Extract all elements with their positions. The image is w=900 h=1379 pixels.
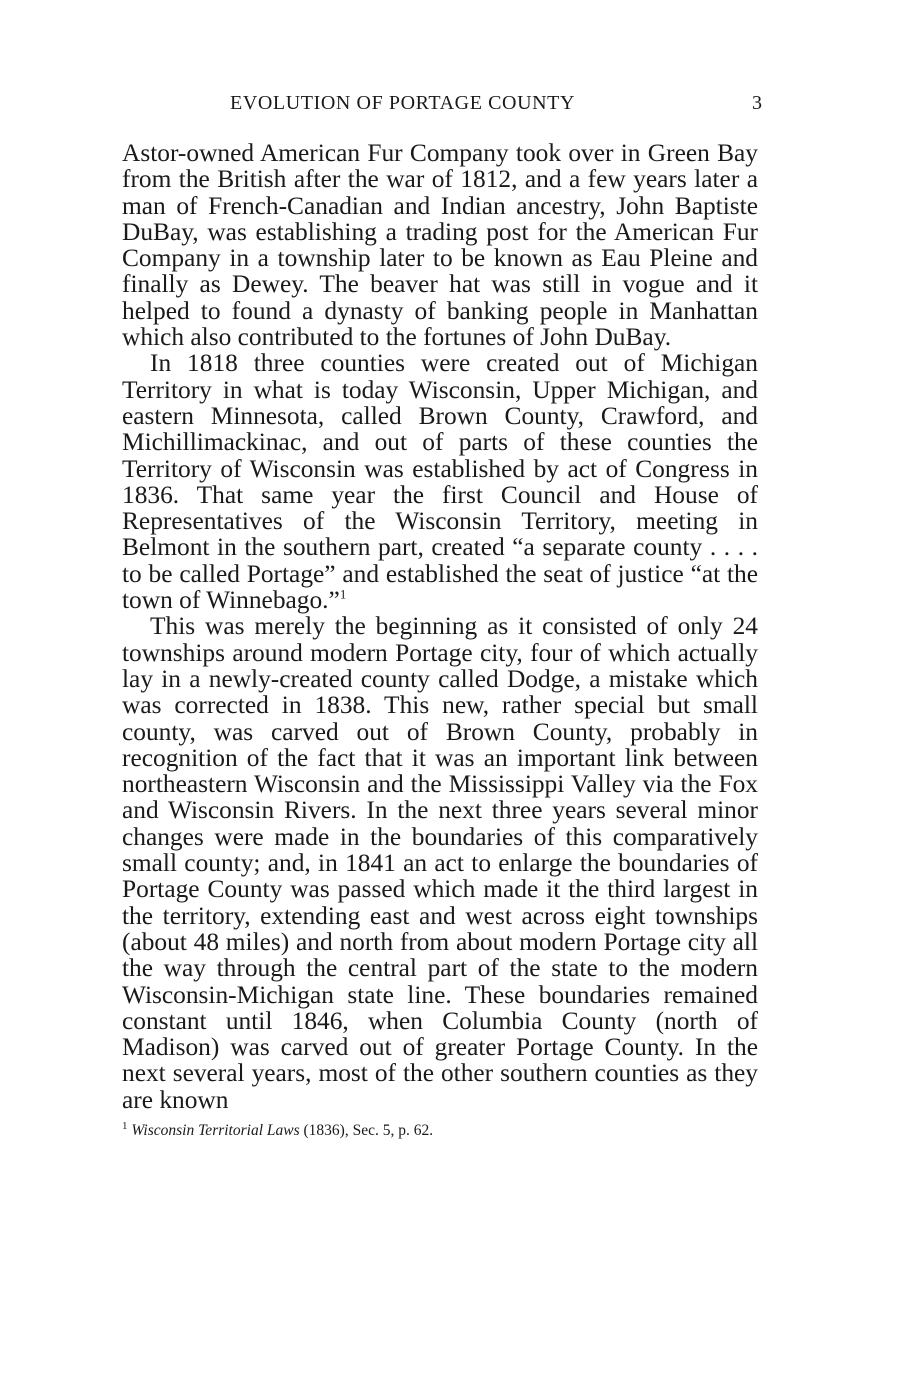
footnote-reference: 1 [339, 586, 347, 602]
paragraph-3: This was merely the beginning as it consisted of only 24 townships around modern Portage city, four of which actually lay in a newly-created county called Dodge, a mistake which was corrected in 1838. This new, rather special but small county, was carved out of Brown County, probably in recognition of the fact that it was an important link between northeastern Wisconsin and the Mississippi Valley via the Fox and Wisconsin Rivers. In the next three years several minor changes were made in the boundaries of this comparatively small county; and, in 1841 an act to enlarge the boundaries of Portage County was passed which made it the third largest in the territory, extending east and west across eight townships (about 48 miles) and north from about modern Portage city all the way through the central part of the state to the modern Wisconsin-Michigan state line. These boundaries remained constant until 1846, when Columbia County (north of Madison) was carved out of greater Portage County. In the next several years, most of the other southern counties as they are known [122, 612, 758, 1114]
paragraph-2 [122, 350, 758, 613]
paragraph-1: Astor-owned American Fur Company took over in Green Bay from the British after the war of 1812, and a few years later a man of French-Canadian and Indian ancestry, John Baptiste DuBay, was establishing a trading post for the American Fur Company in a township later to be known as Eau Pleine and finally as Dewey. The beaver hat was still in vogue and it helped to found a dynasty of banking people in Manhattan which also contributed to the fortunes of John DuBay. [122, 139, 758, 352]
running-head [122, 88, 762, 122]
paragraph-2-text: In 1818 three counties were created out of Michigan Territory in what is today Wisconsin, Upper Michigan, and eastern Minnesota, called Brown County, Crawford, and Michillimackinac, and out of parts of these counties the Territory of Wisconsin was established by act of Congress in 1836. That same year the first Council and House of Representatives of the Wisconsin Territory, meeting in Belmont in the southern part, created “a separate county . . . . to be called Portage” and established the seat of justice “at the town of Winnebago.” [122, 349, 758, 615]
running-title: EVOLUTION OF PORTAGE COUNTY [230, 92, 576, 114]
footnote [122, 1121, 758, 1141]
footnote-citation: (1836), Sec. 5, p. 62. [299, 1121, 434, 1139]
page-number: 3 [752, 92, 762, 114]
body-text [122, 140, 758, 1113]
footnote-marker: 1 [122, 1119, 128, 1132]
book-page [122, 88, 762, 1141]
footnote-title: Wisconsin Territorial Laws [131, 1121, 300, 1139]
